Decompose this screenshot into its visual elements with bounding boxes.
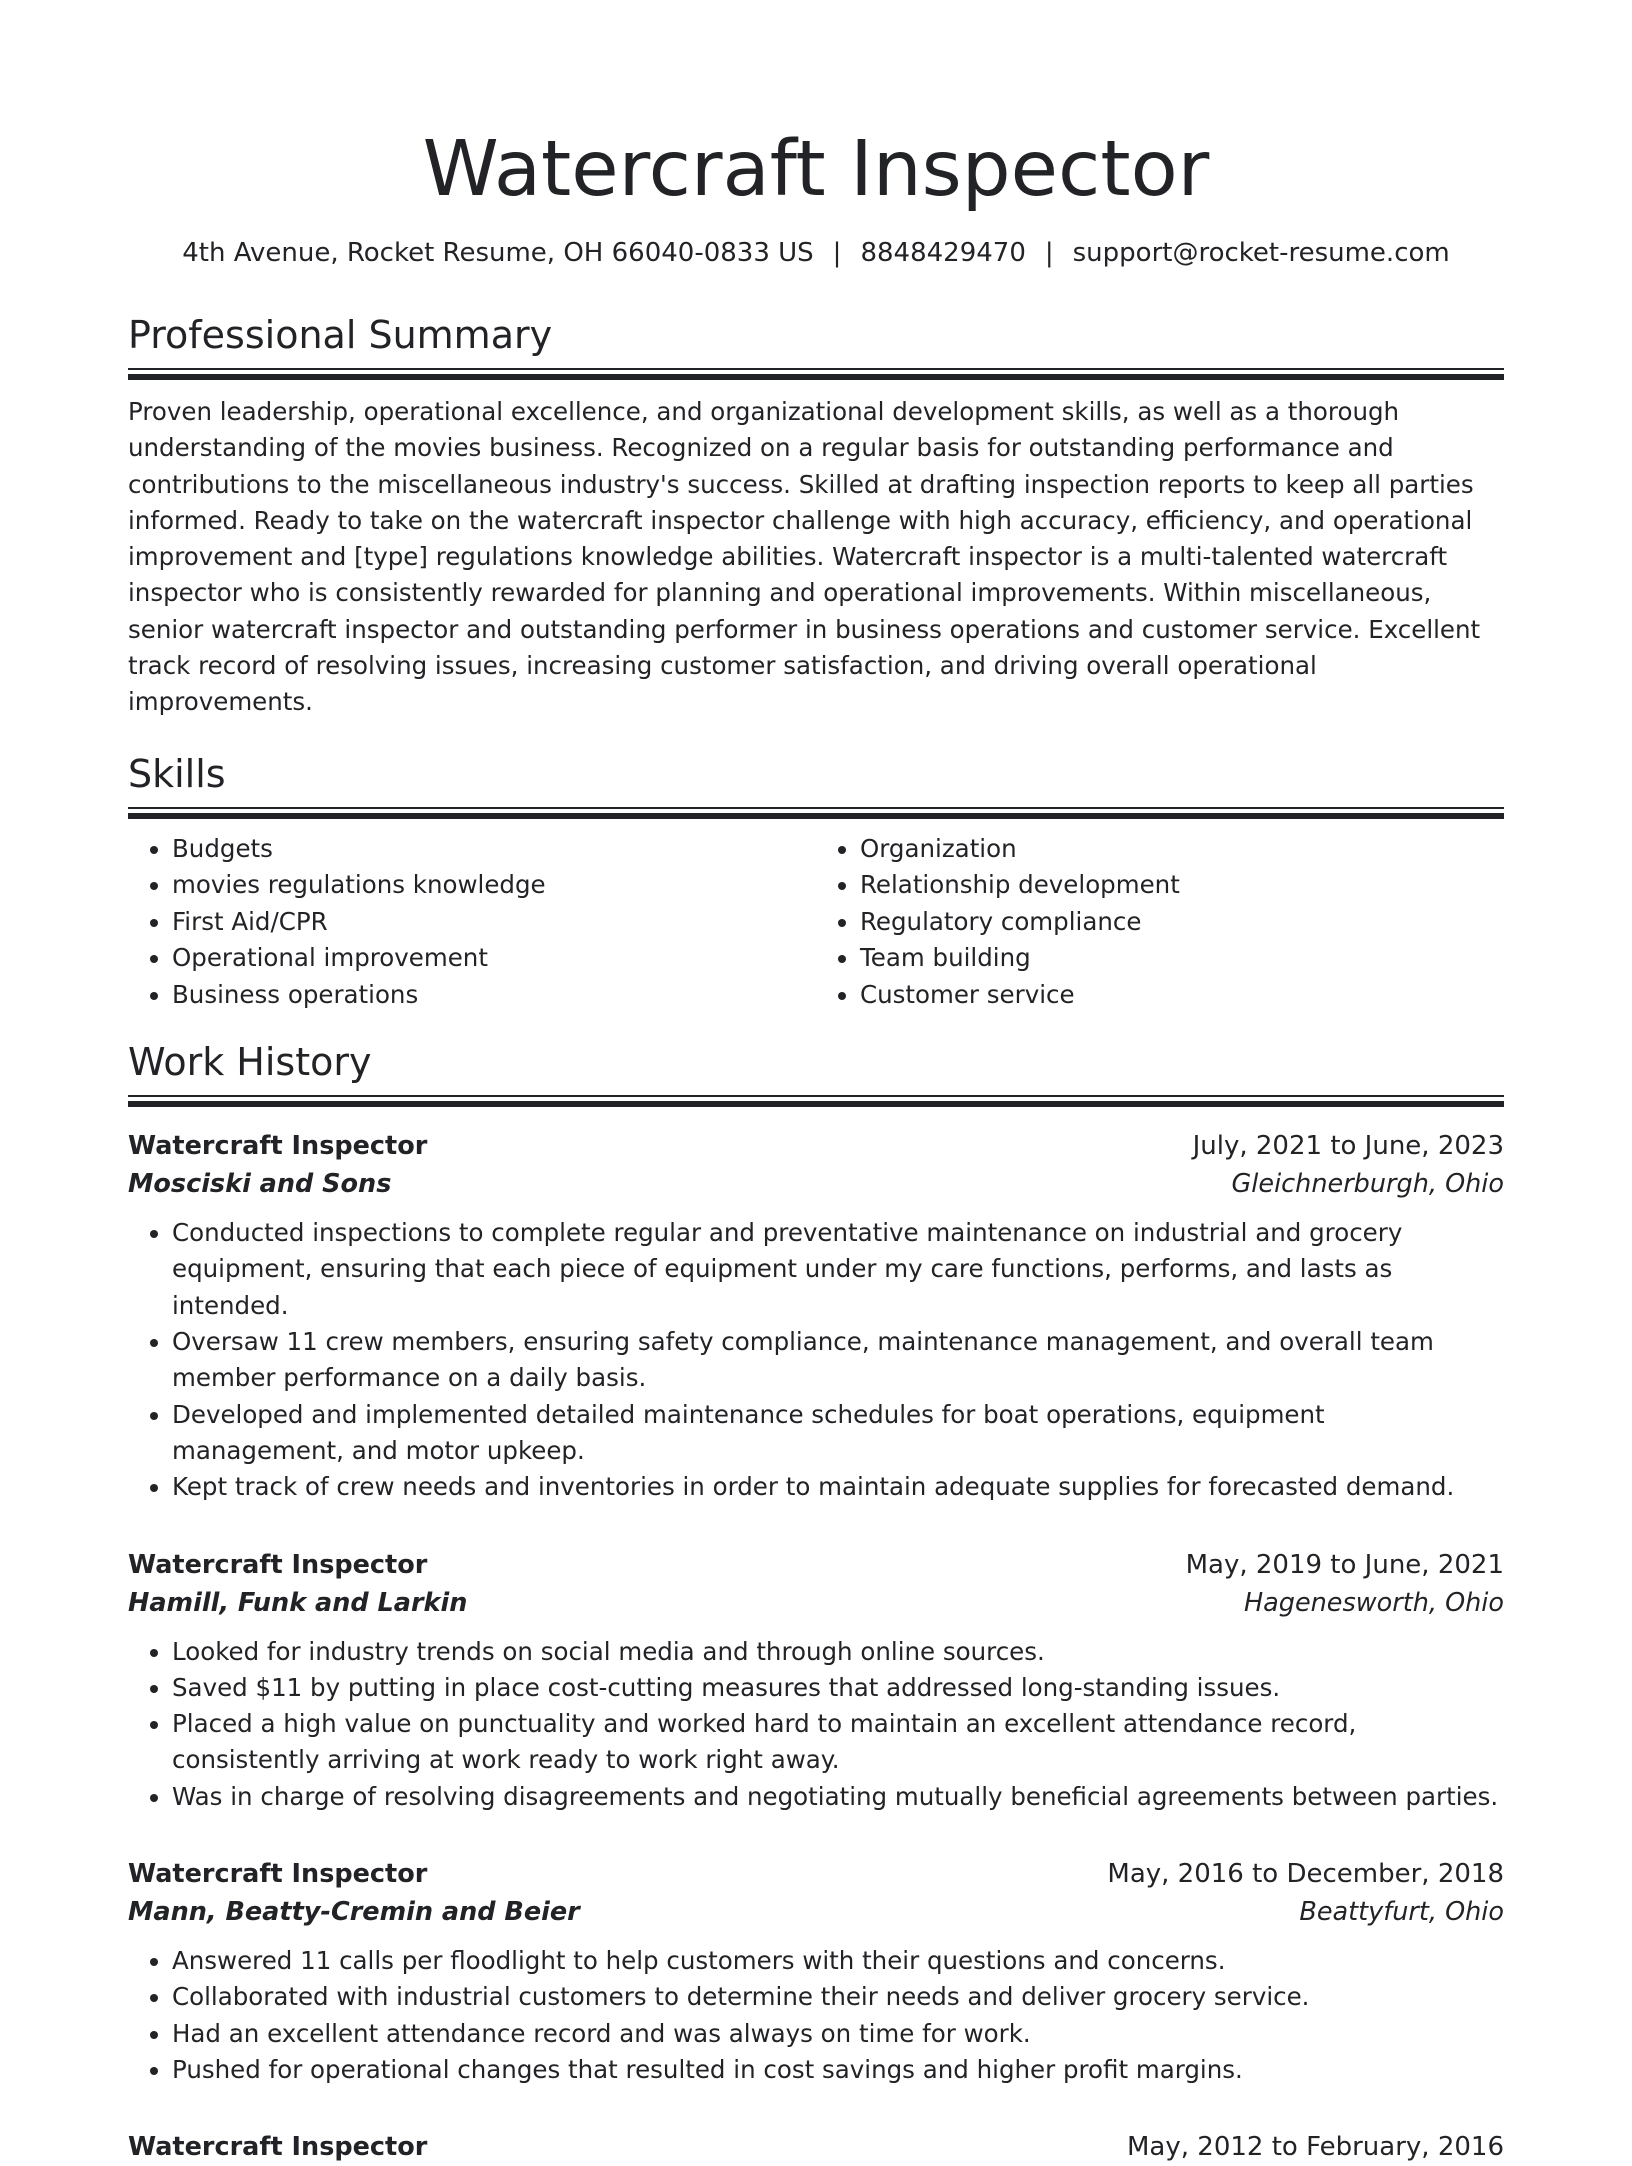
job-header-row <box>128 1855 1504 1893</box>
job-header-row <box>128 1546 1504 1584</box>
job-bullets <box>128 1943 1504 2088</box>
contact-separator: | <box>832 238 842 268</box>
job-dates: July, 2021 to June, 2023 <box>1192 1131 1504 1162</box>
job-title: Watercraft Inspector <box>128 2132 428 2163</box>
skill-item: • Operational improvement <box>172 940 816 977</box>
skill-item: • Relationship development <box>860 867 1504 904</box>
job-bullet: • Pushed for operational changes that resulted in cost savings and higher profit margins. <box>172 2052 1504 2088</box>
job-location: Beattyfurt, Ohio <box>1299 1897 1504 1928</box>
job-company: Mosciski and Sons <box>128 1169 392 1200</box>
job-dates: May, 2016 to December, 2018 <box>1107 1859 1504 1890</box>
job-header-row <box>128 2128 1504 2166</box>
job-location: Hagenesworth, Ohio <box>1243 1587 1504 1618</box>
skills-heading: Skills <box>128 751 226 796</box>
contact-email: support@rocket-resume.com <box>1072 238 1450 268</box>
summary-heading: Professional Summary <box>128 313 553 357</box>
job-title: Watercraft Inspector <box>128 1549 428 1580</box>
job-bullet: • Conducted inspections to complete regular and preventative maintenance on industrial and grocery equipment, ensuring that each piece of equipment under my care functions, performs, and lasts as intended. <box>172 1215 1504 1324</box>
job-bullet: • Was in charge of resolving disagreements and negotiating mutually beneficial agreements between parties. <box>172 1779 1504 1815</box>
skills-section <box>128 751 1504 1014</box>
job-company-row <box>128 1584 1504 1622</box>
skill-item: • Organization <box>860 831 1504 868</box>
summary-text: Proven leadership, operational excellence, and organizational development skills, as well as a thorough understanding of the movies business. Recognized on a regular basis for outstanding performance and contributions to the miscellaneous industry's success. Skilled at drafting inspection reports to keep all parties informed. Ready to take on the watercraft inspector challenge with high accuracy, efficiency, and operational improvement and [type] regulations knowledge abilities. Watercraft inspector is a multi-talented watercraft inspector who is consistently rewarded for planning and operational improvements. Within miscellaneous, senior watercraft inspector and outstanding performer in business operations and customer service. Excellent track record of resolving issues, increasing customer satisfaction, and driving overall operational improvements. <box>128 397 1481 717</box>
section-divider <box>128 368 1504 380</box>
job-header-row <box>128 1127 1504 1165</box>
job-entry <box>128 2128 1504 2166</box>
job-company-row <box>128 1893 1504 1931</box>
contact-address: 4th Avenue, Rocket Resume, OH 66040-0833 US <box>182 238 814 268</box>
skill-item: • Regulatory compliance <box>860 904 1504 941</box>
contact-phone: 8848429470 <box>860 238 1026 268</box>
skill-item: • First Aid/CPR <box>172 904 816 941</box>
job-dates: May, 2012 to February, 2016 <box>1127 2132 1504 2163</box>
job-bullet: • Oversaw 11 crew members, ensuring safety compliance, maintenance management, and overall team member performance on a daily basis. <box>172 1324 1504 1397</box>
job-company-row <box>128 1165 1504 1203</box>
section-divider <box>128 807 1504 819</box>
skill-item: • Team building <box>860 940 1504 977</box>
contact-separator: | <box>1044 238 1054 268</box>
job-title: Watercraft Inspector <box>128 1859 428 1890</box>
job-bullet: • Kept track of crew needs and inventories in order to maintain adequate supplies for forecasted demand. <box>172 1469 1504 1505</box>
skill-item: • Customer service <box>860 977 1504 1014</box>
job-dates: May, 2019 to June, 2021 <box>1185 1549 1504 1580</box>
job-entry <box>128 1855 1504 2088</box>
job-bullet: • Looked for industry trends on social media and through online sources. <box>172 1634 1504 1670</box>
contact-line <box>128 236 1504 270</box>
job-bullet: • Had an excellent attendance record and was always on time for work. <box>172 2016 1504 2052</box>
skill-item: • Business operations <box>172 977 816 1014</box>
skills-list-right <box>816 831 1504 1014</box>
resume-page <box>128 0 1504 2166</box>
job-bullet: • Answered 11 calls per floodlight to help customers with their questions and concerns. <box>172 1943 1504 1979</box>
skills-list-left <box>128 831 816 1014</box>
job-bullets <box>128 1215 1504 1505</box>
job-location: Gleichnerburgh, Ohio <box>1231 1169 1504 1200</box>
job-entry <box>128 1127 1504 1505</box>
summary-section <box>128 312 1504 721</box>
job-bullet: • Saved $11 by putting in place cost-cutting measures that addressed long-standing issues. <box>172 1670 1504 1706</box>
job-title: Watercraft Inspector <box>128 1131 428 1162</box>
job-bullet: • Collaborated with industrial customers to determine their needs and deliver grocery service. <box>172 1979 1504 2015</box>
job-company: Mann, Beatty-Cremin and Beier <box>128 1897 580 1928</box>
job-bullet: • Placed a high value on punctuality and worked hard to maintain an excellent attendance record, consistently arriving at work ready to work right away. <box>172 1706 1504 1779</box>
skill-item: • movies regulations knowledge <box>172 867 816 904</box>
job-entry <box>128 1546 1504 1815</box>
job-bullets <box>128 1634 1504 1815</box>
skill-item: • Budgets <box>172 831 816 868</box>
resume-name: Watercraft Inspector <box>422 125 1210 214</box>
work-history-heading: Work History <box>128 1040 372 1085</box>
job-company: Hamill, Funk and Larkin <box>128 1587 468 1618</box>
skills-grid <box>128 831 1504 1014</box>
work-history-section <box>128 1039 1504 2166</box>
job-bullet: • Developed and implemented detailed maintenance schedules for boat operations, equipment management, and motor upkeep. <box>172 1397 1504 1470</box>
section-divider <box>128 1095 1504 1107</box>
